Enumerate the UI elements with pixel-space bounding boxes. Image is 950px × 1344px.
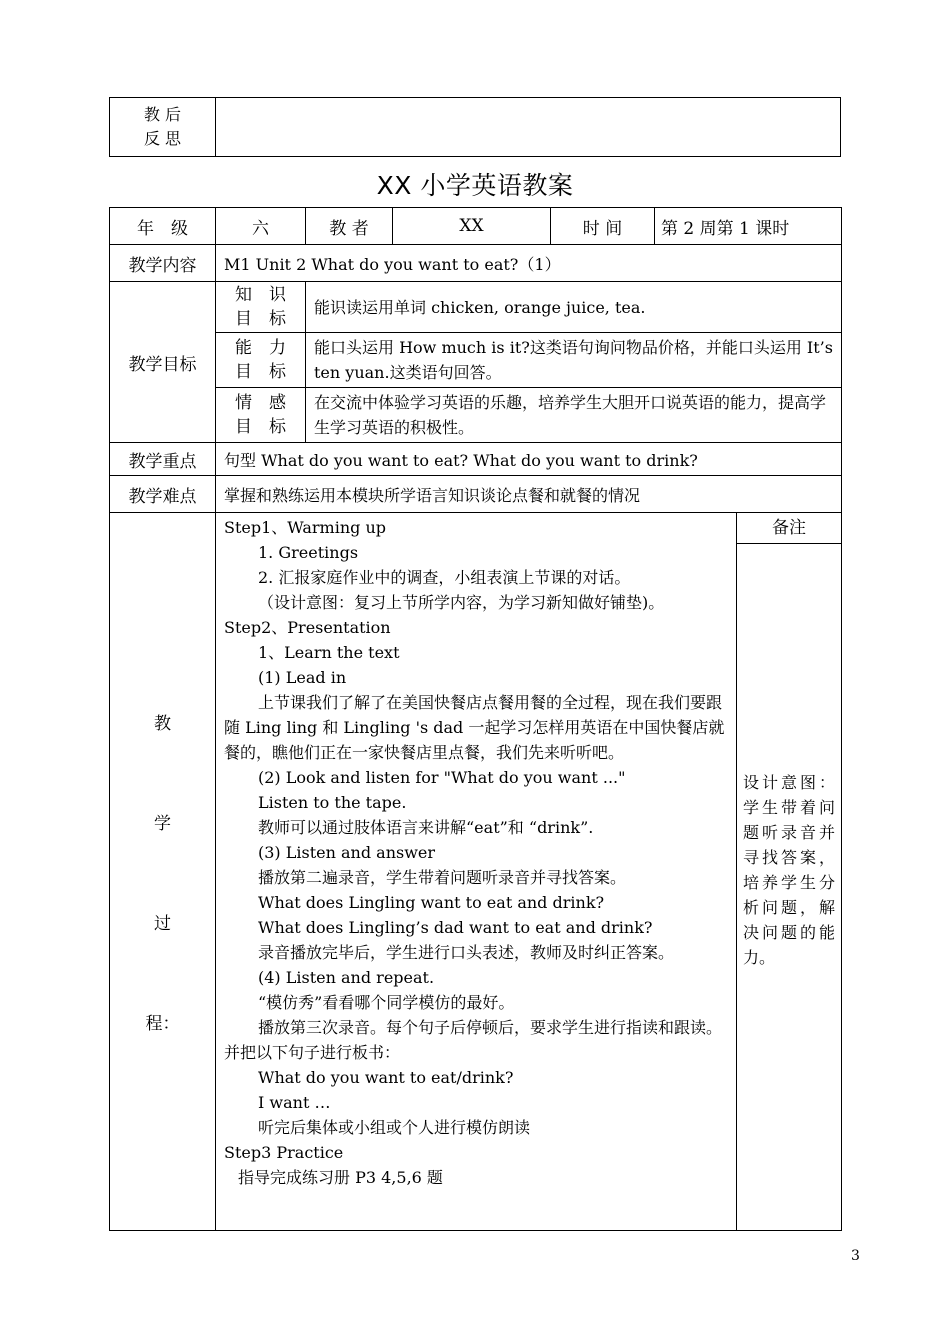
reflection-table — [109, 97, 841, 157]
process-line: (4) Listen and repeat. — [258, 968, 435, 987]
process-line: (2) Look and listen for "What do you want ..." — [258, 768, 626, 787]
goal-knowledge-label-line2: 目 标 — [235, 309, 286, 329]
process-line: 听完后集体或小组或个人进行模仿朗读 — [258, 1118, 531, 1137]
page-number: 3 — [851, 1248, 860, 1264]
teacher-value: XX — [393, 208, 551, 245]
reflection-label-line2: 反 思 — [143, 129, 182, 148]
difficulty-value: 掌握和熟练运用本模块所学语言知识谈论点餐和就餐的情况 — [216, 476, 842, 513]
goal-emotion-label-line1: 情 感 — [235, 393, 286, 413]
difficulty-row — [110, 476, 842, 513]
process-line: 教师可以通过肢体语言来讲解“eat”和 “drink”. — [258, 818, 594, 837]
process-label-char-1: 教 — [154, 714, 171, 734]
process-content — [216, 513, 737, 1231]
notes-text: 设计意图：学生带着问题听录音并寻找答案，培养学生分析问题，解决问题的能力。 — [743, 773, 835, 967]
lesson-plan-table — [109, 207, 842, 1231]
goals-label: 教学目标 — [110, 282, 216, 443]
time-value: 第 2 周第 1 课时 — [655, 208, 842, 245]
process-line: 播放第三次录音。每个句子后停顿后，要求学生进行指读和跟读。并把以下句子进行板书： — [224, 1018, 723, 1062]
process-line: 2. 汇报家庭作业中的调查，小组表演上节课的对话。 — [258, 568, 631, 587]
reflection-content[interactable] — [216, 98, 841, 157]
key-point-value: 句型 What do you want to eat? What do you want to drink? — [216, 443, 842, 476]
process-line: 1、Learn the text — [258, 643, 400, 662]
goal-emotion-text: 在交流中体验学习英语的乐趣，培养学生大胆开口说英语的能力，提高学生学习英语的积极性。 — [306, 388, 842, 443]
goal-knowledge-text: 能识读运用单词 chicken, orange juice, tea. — [306, 282, 842, 333]
goal-knowledge-label — [216, 282, 306, 333]
goal-ability-label-line2: 目 标 — [235, 362, 286, 382]
content-value: M1 Unit 2 What do you want to eat?（1） — [216, 245, 842, 282]
process-line: 上节课我们了解了在美国快餐店点餐用餐的全过程，现在我们要跟随 Ling ling 和 Lingling 's dad 一起学习怎样用英语在中国快餐店就餐的，瞧他们正在一家快餐店里点餐，我们先来听听吧。 — [224, 693, 725, 762]
grade-label: 年 级 — [110, 208, 216, 245]
process-line: (1) Lead in — [258, 668, 347, 687]
header-row — [110, 208, 842, 245]
process-line: Step2、Presentation — [224, 618, 391, 637]
goal-emotion-label-line2: 目 标 — [235, 417, 286, 437]
process-line: 指导完成练习册 P3 4,5,6 题 — [238, 1168, 443, 1187]
goal-ability-label — [216, 333, 306, 388]
goal-row-ability — [110, 333, 842, 388]
goal-row-emotion — [110, 388, 842, 443]
process-label — [110, 513, 216, 1231]
key-point-label: 教学重点 — [110, 443, 216, 476]
process-row — [110, 513, 842, 1231]
process-line: What do you want to eat/drink? — [258, 1068, 514, 1087]
reflection-label-line1: 教 后 — [143, 105, 182, 124]
process-lines — [224, 515, 730, 1190]
notes-label: 备注 — [737, 513, 841, 544]
process-line: What does Lingling’s dad want to eat and drink? — [258, 918, 653, 937]
process-line: I want … — [258, 1093, 331, 1112]
difficulty-label: 教学难点 — [110, 476, 216, 513]
process-label-char-4: 程： — [145, 1014, 180, 1034]
teacher-label: 教 者 — [306, 208, 393, 245]
process-line: (3) Listen and answer — [258, 843, 436, 862]
page-title: XX 小学英语教案 — [376, 171, 574, 200]
content-row — [110, 245, 842, 282]
process-line: “模仿秀”看看哪个同学模仿的最好。 — [258, 993, 515, 1012]
process-line: Listen to the tape. — [258, 793, 407, 812]
process-line: 录音播放完毕后，学生进行口头表述，教师及时纠正答案。 — [258, 943, 675, 962]
notes-column — [737, 513, 842, 1231]
content-label: 教学内容 — [110, 245, 216, 282]
process-line: 1. Greetings — [258, 543, 359, 562]
reflection-label — [110, 98, 216, 157]
goal-ability-label-line1: 能 力 — [235, 338, 286, 358]
goal-knowledge-label-line1: 知 识 — [235, 285, 286, 305]
notes-spacer — [737, 544, 841, 770]
process-line: 播放第二遍录音，学生带着问题听录音并寻找答案。 — [258, 868, 627, 887]
key-point-row — [110, 443, 842, 476]
process-line: Step3 Practice — [224, 1143, 344, 1162]
goal-emotion-label — [216, 388, 306, 443]
time-label: 时 间 — [551, 208, 655, 245]
process-label-char-2: 学 — [154, 814, 171, 834]
process-line: （设计意图：复习上节所学内容，为学习新知做好铺垫)。 — [258, 593, 665, 612]
process-label-char-3: 过 — [154, 914, 171, 934]
process-line: What does Lingling want to eat and drink? — [258, 893, 605, 912]
process-line: Step1、Warming up — [224, 518, 386, 537]
goal-row-knowledge — [110, 282, 842, 333]
grade-value: 六 — [216, 208, 306, 245]
goal-ability-text: 能口头运用 How much is it?这类语句询问物品价格，并能口头运用 It’s ten yuan.这类语句回答。 — [306, 333, 842, 388]
